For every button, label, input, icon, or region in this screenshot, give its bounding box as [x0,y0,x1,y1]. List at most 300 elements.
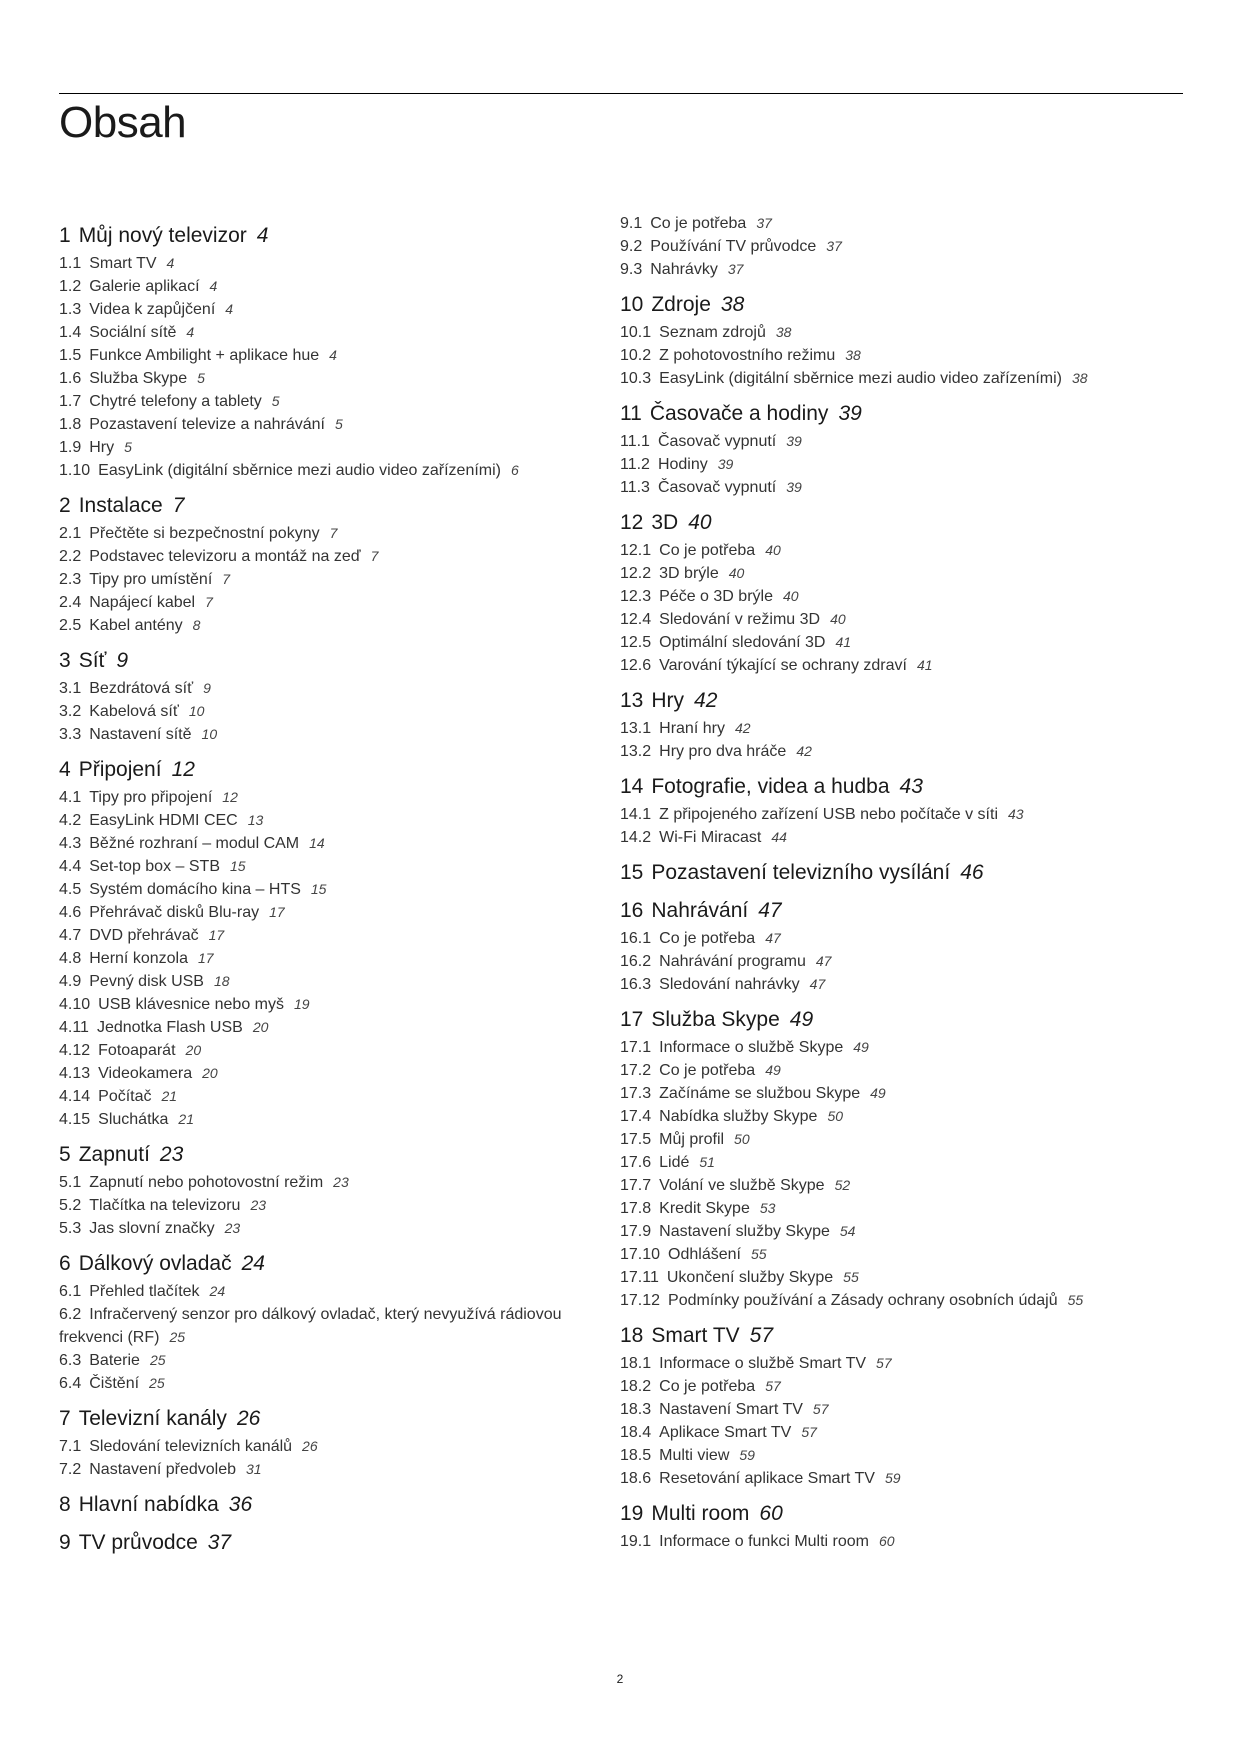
toc-section-entry[interactable] [620,1036,1180,1059]
section-title: Multi view [659,1447,730,1464]
section-number: 17.8 [620,1200,652,1217]
toc-chapter [620,212,1180,281]
toc-section-entry[interactable] [59,1194,599,1217]
toc-section-entry[interactable] [59,723,599,746]
section-title: Časovač vypnutí [657,479,777,496]
toc-section-entry[interactable] [59,568,599,591]
toc-section-entry[interactable] [620,1197,1180,1220]
chapter-title: Hlavní nabídka [78,1493,219,1516]
section-title: Smart TV [89,255,157,272]
section-title: Systém domácího kina – HTS [89,881,301,898]
toc-section-entry[interactable] [59,459,599,482]
section-page: 60 [879,1533,895,1549]
toc-section-entry[interactable] [59,901,599,924]
section-title: Sluchátka [98,1111,169,1128]
toc-section-entry[interactable] [59,924,599,947]
toc-section-entry[interactable] [620,1467,1180,1490]
toc-section-entry[interactable] [620,631,1180,654]
toc-chapter [620,400,1180,499]
toc-chapter-entry[interactable] [59,222,599,250]
chapter-number: 12 [620,511,644,534]
toc-chapter-entry[interactable] [59,1529,599,1557]
toc-section-entry[interactable] [620,1059,1180,1082]
section-title: Začínáme se službou Skype [659,1085,861,1102]
section-number: 12.6 [620,657,652,674]
section-page: 8 [192,617,201,633]
section-number: 4.6 [59,904,82,921]
toc-chapter-entry[interactable] [620,509,1180,537]
toc-section-entry[interactable] [620,1128,1180,1151]
section-title: DVD přehrávač [89,927,199,944]
toc-section-entry[interactable] [59,970,599,993]
section-title: Wi-Fi Miracast [659,829,762,846]
section-page: 55 [1067,1292,1084,1308]
toc-section-entry[interactable] [59,367,599,390]
toc-chapter [620,897,1180,996]
section-title: EasyLink HDMI CEC [89,812,238,829]
section-page: 40 [765,542,781,558]
toc-section-entry[interactable] [59,252,599,275]
chapter-title: Nahrávání [651,899,749,922]
toc-section-entry[interactable] [59,1280,599,1303]
toc-section-entry[interactable] [59,321,599,344]
toc-section-entry[interactable] [59,677,599,700]
toc-section-entry[interactable] [620,608,1180,631]
chapter-title: Připojení [78,758,162,781]
section-page: 7 [205,594,213,610]
chapter-page: 4 [256,224,269,247]
toc-section-entry[interactable] [59,1303,599,1349]
chapter-page: 46 [960,861,984,884]
toc-chapter [59,492,599,637]
section-number: 4.11 [59,1019,89,1036]
toc-section-entry[interactable] [59,947,599,970]
section-page: 4 [225,301,234,317]
section-page: 41 [916,657,933,673]
toc-section-entry[interactable] [620,826,1180,849]
toc-section-entry[interactable] [59,1458,599,1481]
section-title: Videa k zapůjčení [89,301,216,318]
section-page: 12 [222,789,238,805]
section-title: Nabídka služby Skype [659,1108,818,1125]
section-title: Přehled tlačítek [89,1283,200,1300]
toc-section-entry[interactable] [59,436,599,459]
section-title: Hry pro dva hráče [659,743,787,760]
toc-section-entry[interactable] [59,390,599,413]
section-page: 21 [161,1088,178,1104]
toc-section-entry[interactable] [59,344,599,367]
section-title: Z pohotovostního režimu [659,347,836,364]
section-page: 40 [728,565,745,581]
section-page: 49 [870,1085,886,1101]
section-number: 4.13 [59,1065,91,1082]
section-title: Hodiny [657,456,708,473]
chapter-title: Pozastavení televizního vysílání [651,861,951,884]
toc-section-entry[interactable] [620,562,1180,585]
section-page: 47 [765,930,781,946]
section-number: 13.1 [620,720,652,737]
chapter-page: 9 [116,649,129,672]
section-title: Přečtěte si bezpečnostní pokyny [89,525,320,542]
toc-section-entry[interactable] [59,786,599,809]
toc-section-entry[interactable] [620,1352,1180,1375]
toc-chapter-entry[interactable] [620,897,1180,925]
section-number: 18.5 [620,1447,652,1464]
section-page: 37 [756,215,772,231]
toc-chapter-entry[interactable] [620,1322,1180,1350]
section-title: Časovač vypnutí [657,433,777,450]
chapter-title: Zapnutí [78,1143,150,1166]
toc-section-entry[interactable] [620,453,1180,476]
section-number: 18.3 [620,1401,652,1418]
toc-section-entry[interactable] [620,1220,1180,1243]
toc-chapter-entry[interactable] [59,1405,599,1433]
section-title: Videokamera [98,1065,193,1082]
section-title: Přehrávač disků Blu-ray [89,904,260,921]
section-title: Aplikace Smart TV [659,1424,792,1441]
toc-right-column [620,212,1180,1563]
toc-chapter [59,1529,599,1557]
section-title: Počítač [98,1088,152,1105]
section-title: Co je potřeba [659,542,756,559]
toc-section-entry[interactable] [59,878,599,901]
toc-chapter [620,1500,1180,1553]
section-title: Můj profil [659,1131,725,1148]
section-number: 10.1 [620,324,652,341]
section-page: 18 [213,973,230,989]
section-page: 50 [827,1108,844,1124]
toc-section-entry[interactable] [59,1039,599,1062]
toc-section-entry[interactable] [620,717,1180,740]
section-title: Z připojeného zařízení USB nebo počítače v síti [659,806,998,823]
section-page: 57 [765,1378,781,1394]
toc-section-entry[interactable] [620,212,1180,235]
toc-chapter [59,647,599,746]
section-title: Nastavení předvoleb [89,1461,237,1478]
section-page: 25 [149,1375,165,1391]
toc-chapter-entry[interactable] [620,400,1180,428]
section-title: Volání ve službě Skype [659,1177,825,1194]
section-title: Bezdrátová síť [89,680,194,697]
section-number: 2.1 [59,525,82,542]
section-title: EasyLink (digitální sběrnice mezi audio video zařízeními) [659,370,1062,387]
chapter-page: 40 [688,511,712,534]
section-number: 6.1 [59,1283,82,1300]
section-title: Čištění [89,1375,140,1392]
section-number: 1.3 [59,301,82,318]
section-number: 17.6 [620,1154,652,1171]
section-number: 1.2 [59,278,82,295]
toc-chapter [59,1491,599,1519]
section-number: 1.5 [59,347,82,364]
chapter-number: 2 [59,494,71,517]
toc-section-entry[interactable] [620,344,1180,367]
chapter-number: 17 [620,1008,644,1031]
section-number: 17.5 [620,1131,652,1148]
section-page: 24 [209,1283,226,1299]
toc-chapter-entry[interactable] [59,1491,599,1519]
chapter-page: 37 [207,1531,232,1554]
toc-section-entry[interactable] [59,1062,599,1085]
section-page: 21 [178,1111,194,1127]
chapter-page: 36 [228,1493,253,1516]
section-number: 17.7 [620,1177,652,1194]
toc-section-entry[interactable] [59,522,599,545]
toc-chapter-entry[interactable] [59,492,599,520]
toc-section-entry[interactable] [620,1151,1180,1174]
section-title: Podmínky používání a Zásady ochrany osobních údajů [668,1292,1058,1309]
section-title: Seznam zdrojů [659,324,766,341]
section-title: Co je potřeba [659,930,756,947]
section-number: 5.2 [59,1197,82,1214]
toc-section-entry[interactable] [620,430,1180,453]
section-page: 9 [203,680,211,696]
section-number: 4.12 [59,1042,91,1059]
toc-section-entry[interactable] [620,1105,1180,1128]
chapter-number: 11 [620,402,642,425]
section-page: 39 [786,479,802,495]
toc-section-entry[interactable] [620,740,1180,763]
toc-section-entry[interactable] [620,367,1180,390]
section-title: Jednotka Flash USB [96,1019,243,1036]
toc-section-entry[interactable] [59,1372,599,1395]
section-page: 49 [765,1062,781,1078]
toc-section-entry[interactable] [59,591,599,614]
chapter-page: 57 [749,1324,774,1347]
chapter-number: 6 [59,1252,71,1275]
toc-section-entry[interactable] [620,1398,1180,1421]
toc-chapter [620,291,1180,390]
toc-section-entry[interactable] [59,1171,599,1194]
section-page: 31 [246,1461,262,1477]
toc-chapter-entry[interactable] [620,291,1180,319]
section-number: 1.1 [59,255,82,272]
toc-chapter [620,509,1180,677]
toc-section-entry[interactable] [620,1243,1180,1266]
toc-section-entry[interactable] [59,855,599,878]
section-title: Nastavení služby Skype [659,1223,830,1240]
section-title: Herní konzola [89,950,188,967]
toc-section-entry[interactable] [59,275,599,298]
toc-section-entry[interactable] [620,654,1180,677]
toc-chapter-entry[interactable] [59,1250,599,1278]
section-number: 14.2 [620,829,652,846]
section-page: 38 [1072,370,1088,386]
toc-section-entry[interactable] [59,1217,599,1240]
toc-section-entry[interactable] [620,1174,1180,1197]
section-title: Hraní hry [659,720,725,737]
toc-section-entry[interactable] [59,700,599,723]
chapter-number: 19 [620,1502,644,1525]
toc-section-entry[interactable] [620,1375,1180,1398]
toc-chapter-entry[interactable] [620,1500,1180,1528]
toc-chapter-entry[interactable] [620,1006,1180,1034]
section-number: 17.4 [620,1108,652,1125]
section-page: 23 [333,1174,349,1190]
section-number: 12.1 [620,542,652,559]
toc-section-entry[interactable] [620,476,1180,499]
section-title: Optimální sledování 3D [659,634,826,651]
section-page: 4 [186,324,195,340]
toc-section-entry[interactable] [620,235,1180,258]
toc-section-entry[interactable] [59,1085,599,1108]
section-title: Nahrávání programu [659,953,806,970]
toc-section-entry[interactable] [620,803,1180,826]
chapter-title: Hry [651,689,685,712]
section-number: 6.2 [59,1306,82,1323]
section-number: 18.6 [620,1470,652,1487]
toc-chapter-entry[interactable] [59,756,599,784]
toc-section-entry[interactable] [59,832,599,855]
section-page: 5 [334,416,343,432]
section-page: 57 [876,1355,892,1371]
section-page: 37 [826,238,842,254]
toc-chapter [620,1006,1180,1312]
section-number: 4.15 [59,1111,91,1128]
toc-chapter-entry[interactable] [59,1141,599,1169]
section-number: 4.14 [59,1088,91,1105]
section-number: 16.1 [620,930,652,947]
chapter-number: 16 [620,899,644,922]
toc-section-entry[interactable] [59,413,599,436]
section-page: 17 [269,904,285,920]
section-title: Fotoaparát [98,1042,176,1059]
toc-section-entry[interactable] [620,1289,1180,1312]
toc-section-entry[interactable] [620,927,1180,950]
section-number: 11.2 [620,456,650,473]
section-page: 50 [734,1131,750,1147]
chapter-page: 26 [236,1407,261,1430]
section-number: 19.1 [620,1533,652,1550]
toc-section-entry[interactable] [620,1082,1180,1105]
toc-section-entry[interactable] [59,545,599,568]
toc-section-entry[interactable] [620,950,1180,973]
section-number: 2.5 [59,617,82,634]
chapter-title: 3D [651,511,679,534]
section-title: Pevný disk USB [89,973,204,990]
toc-section-entry[interactable] [59,809,599,832]
toc-section-entry[interactable] [59,1108,599,1131]
section-page: 47 [815,953,832,969]
section-number: 17.2 [620,1062,652,1079]
toc-section-entry[interactable] [59,1016,599,1039]
chapter-number: 9 [59,1531,71,1554]
section-number: 4.1 [59,789,82,806]
section-number: 6.3 [59,1352,82,1369]
chapter-title: Instalace [78,494,163,517]
section-page: 54 [839,1223,856,1239]
chapter-title: Multi room [651,1502,750,1525]
chapter-title: Dálkový ovladač [78,1252,232,1275]
section-number: 4.8 [59,950,82,967]
section-title: Ukončení služby Skype [666,1269,834,1286]
toc-section-entry[interactable] [620,1530,1180,1553]
section-number: 2.2 [59,548,82,565]
toc-section-entry[interactable] [59,993,599,1016]
toc-section-entry[interactable] [59,614,599,637]
section-title: Kabel antény [89,617,183,634]
chapter-title: Smart TV [651,1324,740,1347]
section-page: 20 [202,1065,218,1081]
section-number: 17.11 [620,1269,659,1286]
section-title: Pozastavení televize a nahrávání [89,416,325,433]
toc-section-entry[interactable] [620,973,1180,996]
toc-section-entry[interactable] [59,298,599,321]
section-page: 10 [188,703,205,719]
section-page: 41 [835,634,852,650]
toc-section-entry[interactable] [620,321,1180,344]
section-page: 25 [169,1329,186,1345]
section-number: 12.5 [620,634,652,651]
section-page: 51 [699,1154,715,1170]
section-page: 5 [271,393,280,409]
toc-chapter [620,687,1180,763]
chapter-number: 3 [59,649,71,672]
toc-section-entry[interactable] [620,1444,1180,1467]
section-title: Nastavení sítě [89,726,192,743]
section-number: 3.2 [59,703,82,720]
section-page: 57 [812,1401,829,1417]
section-number: 18.1 [620,1355,652,1372]
toc-section-entry[interactable] [620,1421,1180,1444]
page-number: 2 [616,1672,624,1686]
section-number: 4.2 [59,812,82,829]
toc-section-entry[interactable] [59,1435,599,1458]
section-page: 53 [759,1200,776,1216]
section-number: 1.4 [59,324,82,341]
section-page: 15 [310,881,327,897]
section-page: 6 [511,462,519,478]
section-number: 18.4 [620,1424,652,1441]
section-number: 4.5 [59,881,82,898]
toc-section-entry[interactable] [620,539,1180,562]
toc-chapter [59,1250,599,1395]
section-title: Co je potřeba [650,215,747,232]
section-title: 3D brýle [659,565,719,582]
toc-chapter-entry[interactable] [620,687,1180,715]
section-number: 4.10 [59,996,91,1013]
section-page: 20 [252,1019,269,1035]
section-number: 10.2 [620,347,652,364]
chapter-number: 8 [59,1493,71,1516]
toc-section-entry[interactable] [620,258,1180,281]
section-page: 37 [727,261,744,277]
toc-section-entry[interactable] [59,1349,599,1372]
toc-chapter-entry[interactable] [620,773,1180,801]
section-number: 1.7 [59,393,82,410]
chapter-page: 60 [759,1502,783,1525]
section-number: 4.3 [59,835,82,852]
toc-section-entry[interactable] [620,585,1180,608]
toc-chapter [59,222,599,482]
section-number: 1.9 [59,439,82,456]
section-title: USB klávesnice nebo myš [98,996,284,1013]
section-title: Péče o 3D brýle [659,588,773,605]
toc-chapter-entry[interactable] [620,859,1180,887]
section-page: 57 [801,1424,817,1440]
section-title: Běžné rozhraní – modul CAM [89,835,300,852]
chapter-title: Zdroje [651,293,711,316]
section-number: 10.3 [620,370,652,387]
section-page: 7 [222,571,231,587]
section-page: 23 [250,1197,267,1213]
toc-chapter-entry[interactable] [59,647,599,675]
section-number: 14.1 [620,806,652,823]
toc-section-entry[interactable] [620,1266,1180,1289]
section-page: 52 [834,1177,851,1193]
section-title: Lidé [659,1154,690,1171]
chapter-number: 13 [620,689,644,712]
